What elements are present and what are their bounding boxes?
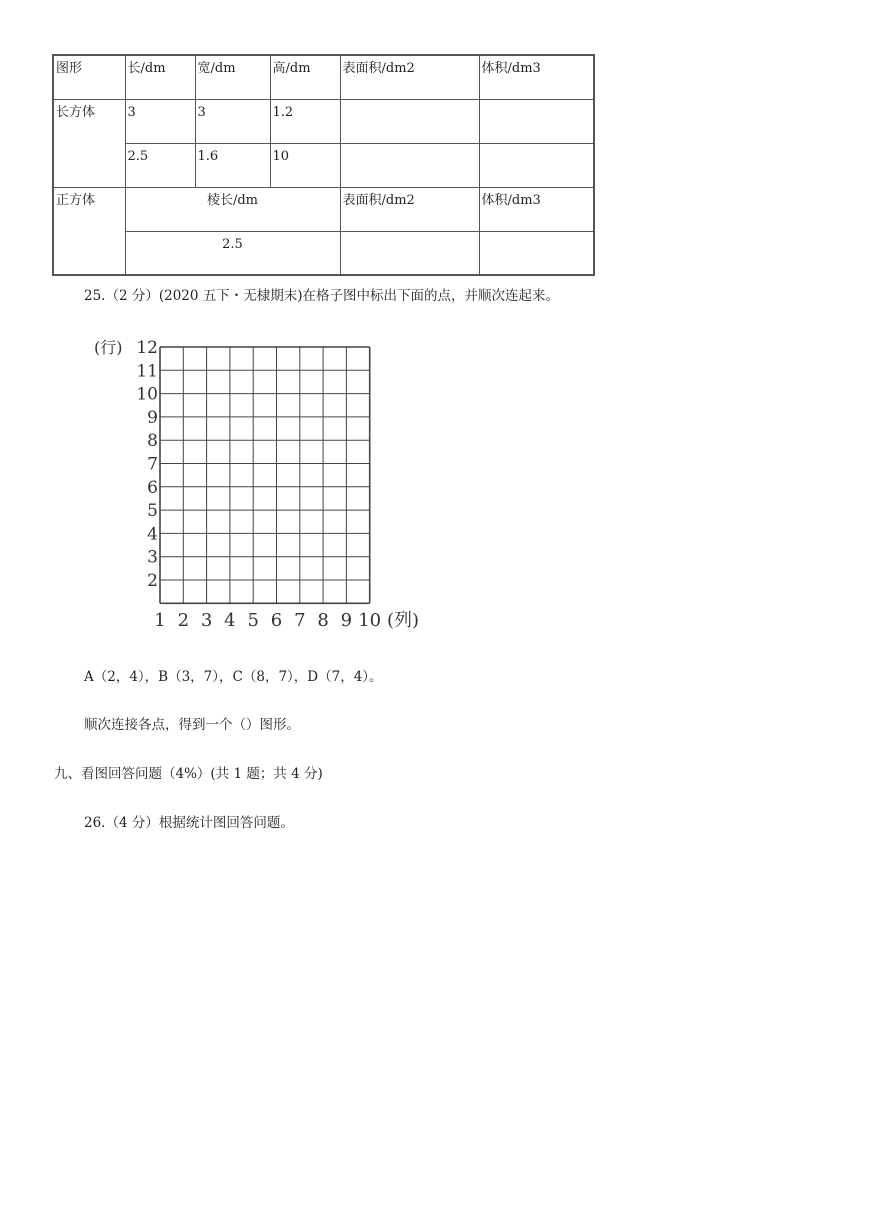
- answer-text: 顺次连接各点，得到一个（）图形。: [84, 717, 300, 733]
- row-tick-labels: [136, 338, 158, 591]
- header-cell-height: 高/dm: [270, 55, 340, 99]
- table-cell: 2.5: [125, 231, 340, 275]
- section-9-heading: 九、看图回答问题（4%）(共 1 题；共 4 分): [54, 766, 323, 782]
- header-cell-edge-length: 棱长/dm: [125, 187, 340, 231]
- table-cell: 3: [125, 99, 195, 143]
- row-axis-label: (行): [94, 338, 123, 357]
- volume-answer-cell[interactable]: [479, 231, 594, 275]
- cuboid-label: 长方体: [53, 99, 125, 187]
- header-cell-volume: 体积/dm3: [479, 187, 594, 231]
- header-cell-width: 宽/dm: [195, 55, 270, 99]
- surface-area-answer-cell[interactable]: [340, 99, 479, 143]
- table-row: [53, 187, 594, 231]
- coordinate-grid: [90, 336, 435, 636]
- col-tick-label: 10: [358, 610, 382, 631]
- col-tick-label: 3: [200, 610, 213, 631]
- table-cell: 1.6: [195, 143, 270, 187]
- header-cell-volume: 体积/dm3: [479, 55, 594, 99]
- table-cell: 1.2: [270, 99, 340, 143]
- points-text: A（2，4），B（3，7），C（8，7），D（7，4）。: [84, 669, 383, 685]
- row-tick-label: 8: [147, 431, 158, 452]
- surface-area-answer-cell[interactable]: [340, 143, 479, 187]
- row-tick-label: 10: [136, 384, 158, 405]
- table-cell: 3: [195, 99, 270, 143]
- col-tick-label: 4: [224, 610, 236, 631]
- row-tick-label: 9: [147, 407, 158, 428]
- volume-answer-cell[interactable]: [479, 99, 594, 143]
- table-header-row: [53, 55, 594, 99]
- row-tick-label: 4: [147, 524, 158, 545]
- col-axis-label: (列): [387, 610, 420, 631]
- row-tick-label: 7: [147, 454, 158, 475]
- row-tick-label: 5: [147, 501, 158, 522]
- question-25-text: 25.（2 分）(2020 五下・无棣期末)在格子图中标出下面的点，并顺次连起来。: [84, 288, 560, 304]
- header-cell-surface-area: 表面积/dm2: [340, 187, 479, 231]
- header-cell-shape: 图形: [53, 55, 125, 99]
- col-tick-label: 7: [294, 610, 306, 631]
- col-tick-labels: [154, 610, 381, 631]
- table-row: [53, 143, 594, 187]
- row-tick-label: 12: [136, 338, 158, 358]
- col-tick-label: 9: [340, 610, 353, 631]
- header-cell-surface-area: 表面积/dm2: [340, 55, 479, 99]
- col-tick-label: 6: [270, 610, 283, 631]
- row-tick-label: 6: [147, 477, 158, 498]
- col-tick-label: 8: [317, 610, 329, 631]
- table-cell: 2.5: [125, 143, 195, 187]
- row-tick-label: 2: [147, 571, 158, 591]
- volume-answer-cell[interactable]: [479, 143, 594, 187]
- dimensions-table: [52, 54, 595, 276]
- grid-lines: [160, 347, 370, 603]
- col-tick-label: 1: [154, 610, 166, 631]
- table-row: [53, 231, 594, 275]
- row-tick-label: 3: [147, 547, 158, 568]
- table-cell: 10: [270, 143, 340, 187]
- row-tick-label: 11: [136, 361, 158, 382]
- col-tick-label: 5: [247, 610, 259, 631]
- surface-area-answer-cell[interactable]: [340, 231, 479, 275]
- header-cell-length: 长/dm: [125, 55, 195, 99]
- cube-label: 正方体: [53, 187, 125, 275]
- question-26-text: 26.（4 分）根据统计图回答问题。: [84, 815, 294, 831]
- col-tick-label: 2: [177, 610, 190, 631]
- table-row: [53, 99, 594, 143]
